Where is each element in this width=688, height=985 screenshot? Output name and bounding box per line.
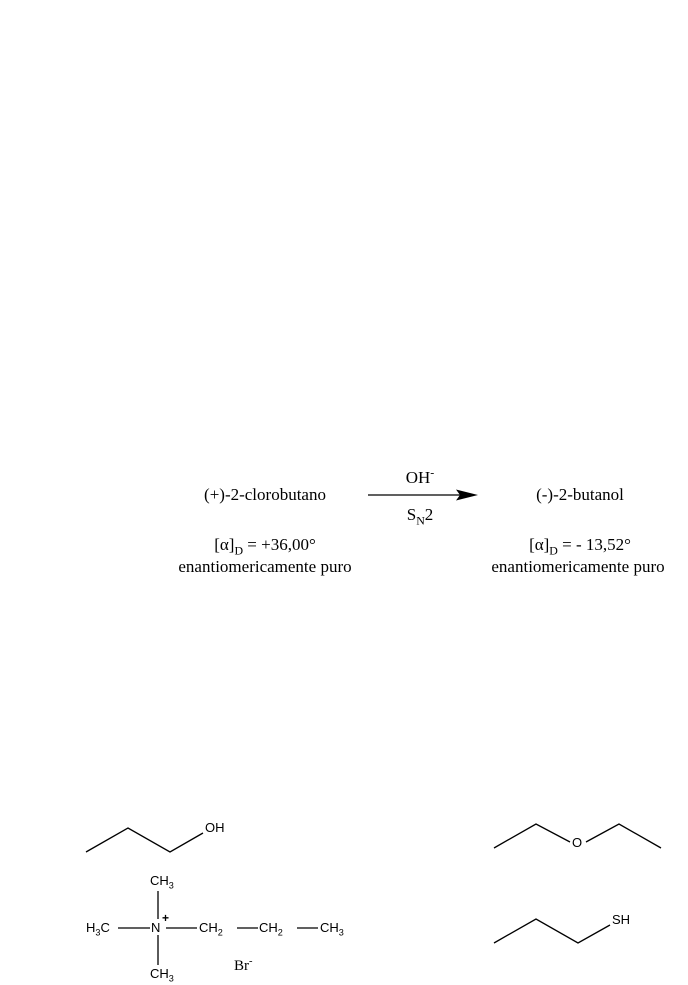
methyl-bottom-sub: 3 [168, 973, 174, 984]
thiol-sh-label: SH [612, 912, 631, 927]
methyl-left-pre: H [86, 920, 96, 935]
methyl-end-sub: 3 [338, 927, 344, 938]
rotation-subscript: D [234, 543, 244, 558]
bromide-counterion [234, 958, 253, 975]
methyl-end-label [320, 920, 344, 938]
reactant-name: (+)-2-clorobutano [204, 485, 326, 504]
reactant-purity: enantiomericamente puro [178, 557, 352, 576]
ch2-first-label [199, 920, 223, 938]
methyl-end-base: CH [320, 920, 339, 935]
methyl-left-sub: 3 [95, 927, 101, 938]
mechanism-suffix: 2 [424, 505, 434, 524]
thiol-skeleton [494, 919, 610, 943]
bromide-base: Br [234, 958, 249, 974]
methyl-top-label [150, 873, 174, 891]
rotation-symbol: [α] [529, 535, 550, 554]
positive-charge: + [162, 911, 170, 925]
propanol-oh-label: OH [205, 820, 225, 835]
ch2-first-sub: 2 [217, 927, 223, 938]
ch2-second-label [259, 920, 283, 938]
nitrogen-label: N [151, 920, 161, 935]
ch2-second-sub: 2 [277, 927, 283, 938]
reagent-base: OH [405, 468, 431, 487]
methyl-top-sub: 3 [168, 880, 174, 891]
methyl-bottom-base: CH [150, 966, 169, 981]
product-purity: enantiomericamente puro [491, 557, 665, 576]
product-name: (-)-2-butanol [536, 485, 624, 504]
bromide-charge: - [249, 956, 253, 967]
rotation-value: = +36,00° [243, 535, 316, 554]
methyl-left-post: C [100, 920, 110, 935]
rotation-subscript: D [549, 543, 558, 558]
methyl-bottom-label [150, 966, 174, 984]
rotation-value: = - 13,52° [557, 535, 631, 554]
ch2-first-base: CH [199, 920, 218, 935]
ether-oxygen-label: O [572, 835, 583, 850]
mechanism-subscript: N [416, 513, 425, 528]
methyl-top-base: CH [150, 873, 169, 888]
rotation-symbol: [α] [214, 535, 235, 554]
reaction-arrow [368, 490, 478, 501]
mechanism-base: S [406, 505, 417, 524]
reagent-charge: - [430, 465, 435, 480]
propanol-skeleton [86, 828, 203, 852]
methyl-left-label [86, 920, 110, 938]
ch2-second-base: CH [259, 920, 278, 935]
